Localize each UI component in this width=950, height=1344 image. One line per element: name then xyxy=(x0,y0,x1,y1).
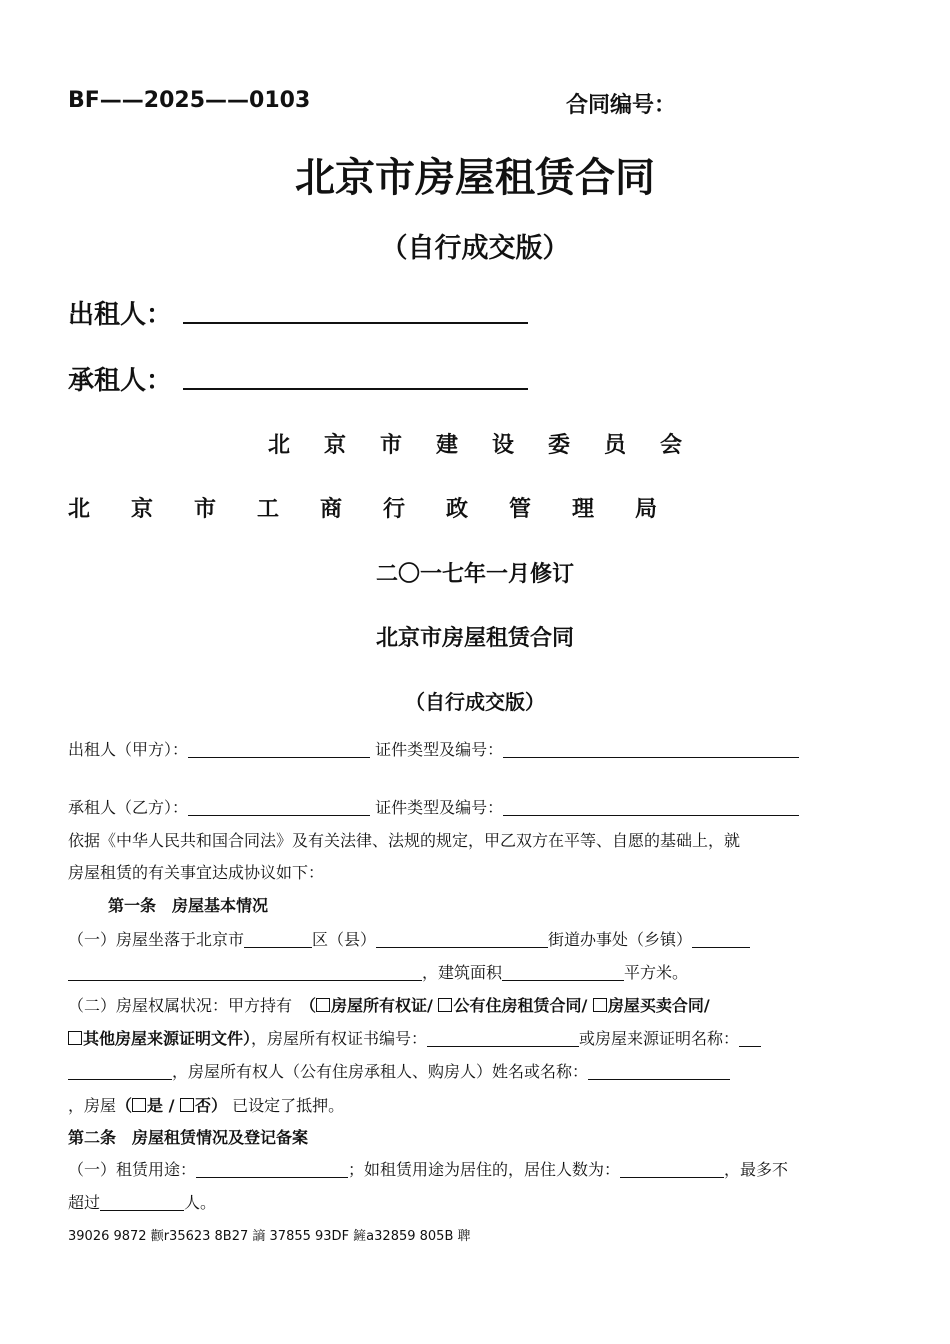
cover-lessee-field[interactable] xyxy=(183,362,528,390)
article-2-title: 第二条 房屋租赁情况及登记备案 xyxy=(68,1128,309,1147)
cover-lessor-label: 出租人： xyxy=(68,300,173,330)
area-unit: 平方米。 xyxy=(624,963,689,982)
option-ownership-certificate: 房屋所有权证/ xyxy=(331,996,439,1015)
preamble-line-2: 房屋租赁的有关事宜达成协议如下： xyxy=(68,863,325,882)
source-document-field[interactable] xyxy=(68,1063,172,1080)
ownership-row-1 xyxy=(68,993,710,1016)
checkbox-ownership-certificate[interactable] xyxy=(316,998,330,1012)
max-occupants-prefix: ，最多不 xyxy=(724,1160,789,1179)
option-public-housing-lease: 公有住房租赁合同/ xyxy=(453,996,593,1015)
document-code: BF——2025——0103 xyxy=(68,88,311,113)
party-b-name-field[interactable] xyxy=(188,799,370,816)
mortgage-row xyxy=(68,1093,344,1116)
max-occupants-label: 超过 xyxy=(68,1193,101,1212)
certificate-number-field[interactable] xyxy=(427,1030,579,1047)
cover-lessee-label: 承租人： xyxy=(68,366,173,396)
body-title: 北京市房屋租赁合同 xyxy=(375,625,574,651)
address-field[interactable] xyxy=(68,964,422,981)
location-prefix: （一）房屋坐落于北京市 xyxy=(68,930,245,949)
article-1-title: 第一条 房屋基本情况 xyxy=(108,896,269,915)
checkbox-purchase-contract[interactable] xyxy=(593,998,607,1012)
township-field[interactable] xyxy=(692,931,750,948)
occupants-field[interactable] xyxy=(620,1161,724,1178)
option-mortgage-no: 否） xyxy=(195,1096,228,1115)
area-label: ，建筑面积 xyxy=(422,963,503,982)
max-occupants-unit: 人。 xyxy=(184,1193,217,1212)
footer-noise-text: 39026 9872 颧r35623 8B27 謪 37855 93DF 鏟a32859 805B 聛 xyxy=(68,1229,471,1244)
article-1-area-row xyxy=(68,960,688,983)
checkbox-other-source-document[interactable] xyxy=(68,1031,82,1045)
mortgage-open-paren: （ xyxy=(116,1096,133,1115)
cover-subtitle: （自行成交版） xyxy=(380,233,570,264)
occupants-label: ；如租赁用途为居住的，居住人数为： xyxy=(348,1160,621,1179)
party-a-row xyxy=(68,737,799,760)
party-b-label: 承租人（乙方）： xyxy=(68,798,189,817)
usage-label: （一）租赁用途： xyxy=(68,1160,197,1179)
article-1-location-row xyxy=(68,927,750,950)
source-document-label: 或房屋来源证明名称： xyxy=(579,1029,740,1048)
mortgage-suffix: 已设定了抵押。 xyxy=(227,1096,345,1115)
area-field[interactable] xyxy=(502,964,624,981)
issuer-construction-commission: 北京市建设委员会 xyxy=(268,432,717,458)
party-b-id-field[interactable] xyxy=(503,799,799,816)
district-field[interactable] xyxy=(244,931,312,948)
party-a-id-label: 证件类型及编号： xyxy=(375,740,504,759)
source-document-field-start[interactable] xyxy=(739,1030,761,1047)
max-occupants-field[interactable] xyxy=(100,1194,184,1211)
contract-number-label: 合同编号： xyxy=(566,92,677,118)
mortgage-prefix: ，房屋 xyxy=(68,1096,117,1115)
party-a-label: 出租人（甲方）： xyxy=(68,740,189,759)
ownership-row-2 xyxy=(68,1026,761,1049)
checkbox-mortgage-no[interactable] xyxy=(180,1098,194,1112)
option-mortgage-yes: 是 / xyxy=(147,1096,181,1115)
ownership-prefix: （二）房屋权属状况：甲方持有 xyxy=(68,996,309,1015)
checkbox-mortgage-yes[interactable] xyxy=(132,1098,146,1112)
ownership-open-paren: （ xyxy=(308,996,317,1015)
cover-title: 北京市房屋租赁合同 xyxy=(295,154,655,201)
body-subtitle: （自行成交版） xyxy=(405,690,545,714)
max-occupants-row xyxy=(68,1190,216,1213)
party-b-id-label: 证件类型及编号： xyxy=(375,798,504,817)
certificate-number-label: ，房屋所有权证书编号： xyxy=(251,1029,428,1048)
issuer-industry-commerce-bureau: 北京市工商行政管理局 xyxy=(68,496,699,522)
subdistrict-field[interactable] xyxy=(376,931,548,948)
district-label: 区（县） xyxy=(312,930,377,949)
party-a-name-field[interactable] xyxy=(188,741,370,758)
checkbox-public-housing-lease[interactable] xyxy=(438,998,452,1012)
party-a-id-field[interactable] xyxy=(503,741,799,758)
option-other-source-document: 其他房屋来源证明文件） xyxy=(83,1029,252,1048)
cover-lessor-field[interactable] xyxy=(183,296,528,324)
subdistrict-label: 街道办事处（乡镇） xyxy=(548,930,693,949)
owner-name-field[interactable] xyxy=(588,1063,730,1080)
ownership-row-3 xyxy=(68,1059,730,1082)
option-purchase-contract: 房屋买卖合同/ xyxy=(607,996,710,1015)
revision-date: 二〇一七年一月修订 xyxy=(375,561,574,587)
preamble-line-1: 依据《中华人民共和国合同法》及有关法律、法规的规定，甲乙双方在平等、自愿的基础上，就 xyxy=(68,831,741,850)
owner-name-label: ，房屋所有权人（公有住房承租人、购房人）姓名或名称： xyxy=(172,1062,589,1081)
usage-field[interactable] xyxy=(196,1161,348,1178)
usage-row xyxy=(68,1157,788,1180)
party-b-row xyxy=(68,795,799,818)
